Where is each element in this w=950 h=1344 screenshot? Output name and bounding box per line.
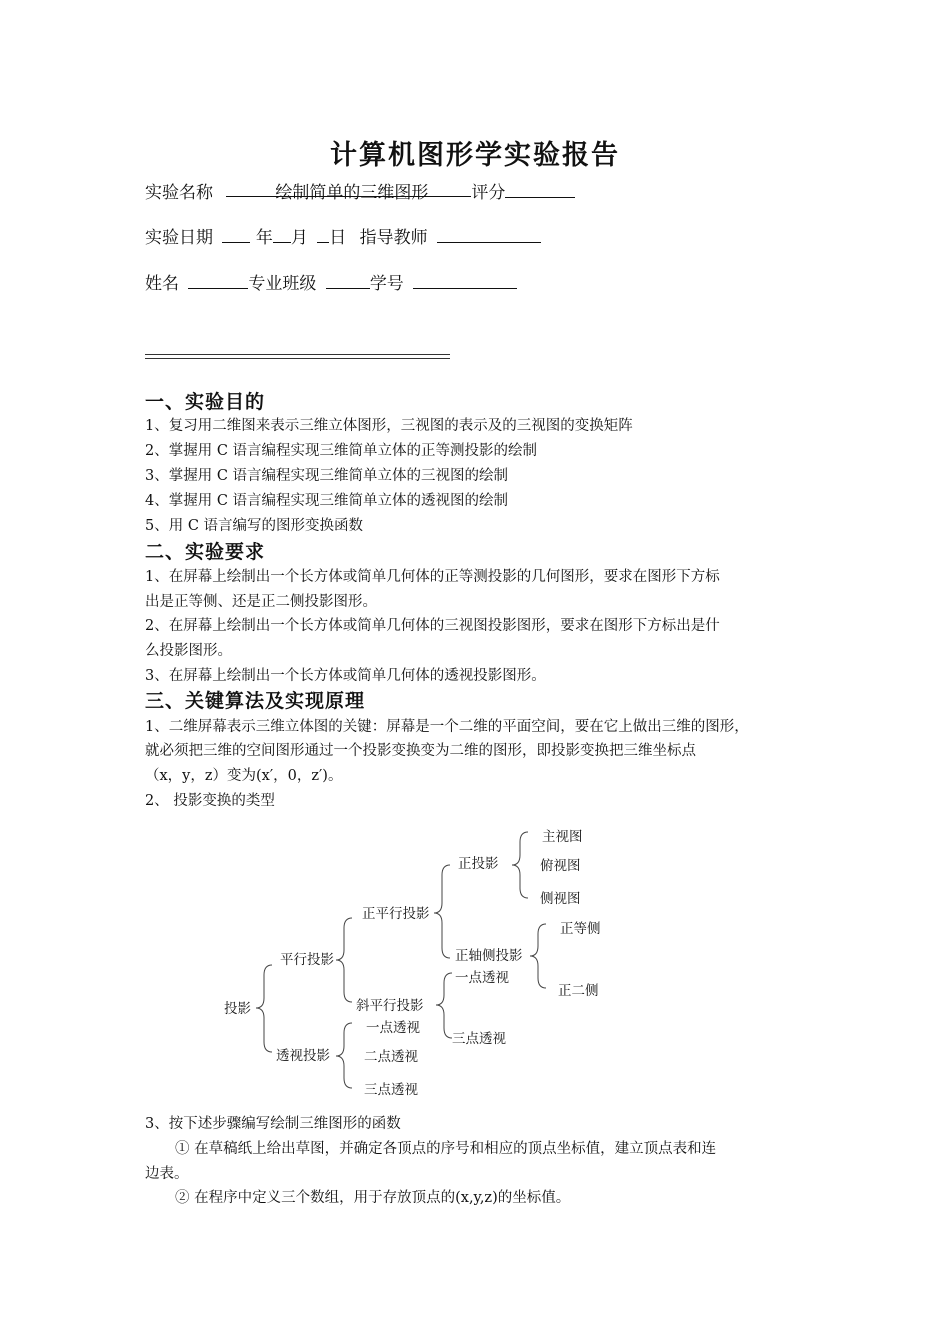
brace-axonometric	[530, 924, 546, 988]
node-perspective: 透视投影	[276, 1048, 330, 1064]
node-axonometric: 正轴侧投影	[455, 948, 523, 964]
purpose-item: 3、掌握用 C 语言编程实现三维简单立体的三视图的绘制	[145, 468, 509, 484]
algorithm-line: 就必须把三维的空间图形通过一个投影变换变为二维的图形，即投影变换把三维坐标点	[145, 743, 696, 759]
teacher-label: 指导教师	[359, 228, 428, 248]
leaf-dimetric: 正二侧	[558, 983, 599, 999]
leaf-front-view: 主视图	[542, 829, 583, 845]
node-parallel: 平行投影	[280, 952, 334, 968]
requirement-line: 2、在屏幕上绘制出一个长方体或简单几何体的三视图投影图形，要求在图形下方标出是什	[145, 618, 720, 634]
step-line: ② 在程序中定义三个数组，用于存放顶点的(x,y,z)的坐标值。	[175, 1190, 571, 1206]
purpose-item: 5、用 C 语言编写的图形变换函数	[145, 518, 364, 534]
algorithm-line: 2、 投影变换的类型	[145, 793, 275, 809]
score-label: 评分	[471, 183, 506, 203]
experiment-name-label: 实验名称	[145, 183, 213, 203]
section-heading-purpose: 一、实验目的	[145, 391, 266, 413]
brace-ortho-proj	[512, 832, 528, 898]
month-label: 月	[290, 228, 308, 248]
section-heading-algorithm: 三、关键算法及实现原理	[145, 690, 366, 712]
date-label: 实验日期	[145, 228, 213, 248]
brace-root	[256, 965, 272, 1052]
step-line: 边表。	[145, 1166, 189, 1182]
node-oblique-parallel: 斜平行投影	[356, 998, 424, 1014]
brace-ortho-parallel	[434, 865, 450, 958]
year-label: 年	[255, 228, 273, 248]
brace-parallel	[336, 918, 352, 1002]
brace-perspective	[336, 1023, 352, 1088]
class-label: 专业班级	[248, 274, 317, 294]
leaf-side-view: 侧视图	[540, 891, 581, 907]
purpose-item: 2、掌握用 C 语言编程实现三维简单立体的正等测投影的绘制	[145, 443, 538, 459]
steps-heading: 3、按下述步骤编写绘制三维图形的函数	[145, 1116, 401, 1132]
student-id-label: 学号	[369, 274, 404, 294]
algorithm-line: 1、二维屏幕表示三维立体图的关键：屏幕是一个二维的平面空间，要在它上做出三维的图形，	[145, 719, 749, 735]
brace-oblique	[436, 973, 452, 1038]
experiment-name-value: 绘制简单的三维图形	[275, 183, 429, 203]
leaf-isometric: 正等侧	[560, 921, 601, 937]
requirement-line: 1、在屏幕上绘制出一个长方体或简单几何体的正等测投影的几何图形，要求在图形下方标	[145, 569, 720, 585]
requirement-line: 3、在屏幕上绘制出一个长方体或简单几何体的透视投影图形。	[145, 668, 546, 684]
leaf-persp-one: 一点透视	[366, 1020, 420, 1036]
requirement-line: 出是正等侧、还是正二侧投影图形。	[145, 594, 377, 610]
requirement-line: 么投影图形。	[145, 643, 232, 659]
student-name-label: 姓名	[145, 274, 179, 294]
purpose-item: 1、复习用二维图来表示三维立体图形，三视图的表示及的三视图的变换矩阵	[145, 418, 633, 434]
leaf-persp-three: 三点透视	[364, 1082, 418, 1098]
node-ortho-parallel: 正平行投影	[362, 906, 430, 922]
page-title: 计算机图形学实验报告	[330, 140, 620, 171]
leaf-persp-two: 二点透视	[364, 1049, 418, 1065]
leaf-top-view: 俯视图	[540, 858, 581, 874]
step-line: ① 在草稿纸上给出草图，并确定各顶点的序号和相应的顶点坐标值，建立顶点表和连	[175, 1141, 717, 1157]
leaf-oblique-one: 一点透视	[455, 970, 509, 986]
algorithm-line: （x，y，z）变为(x′，0，z′)。	[145, 768, 343, 784]
purpose-item: 4、掌握用 C 语言编程实现三维简单立体的透视图的绘制	[145, 493, 509, 509]
node-root: 投影	[224, 1001, 251, 1017]
section-heading-requirements: 二、实验要求	[145, 541, 266, 563]
node-ortho-proj: 正投影	[458, 856, 499, 872]
day-label: 日	[329, 228, 347, 248]
leaf-oblique-three: 三点透视	[452, 1031, 506, 1047]
